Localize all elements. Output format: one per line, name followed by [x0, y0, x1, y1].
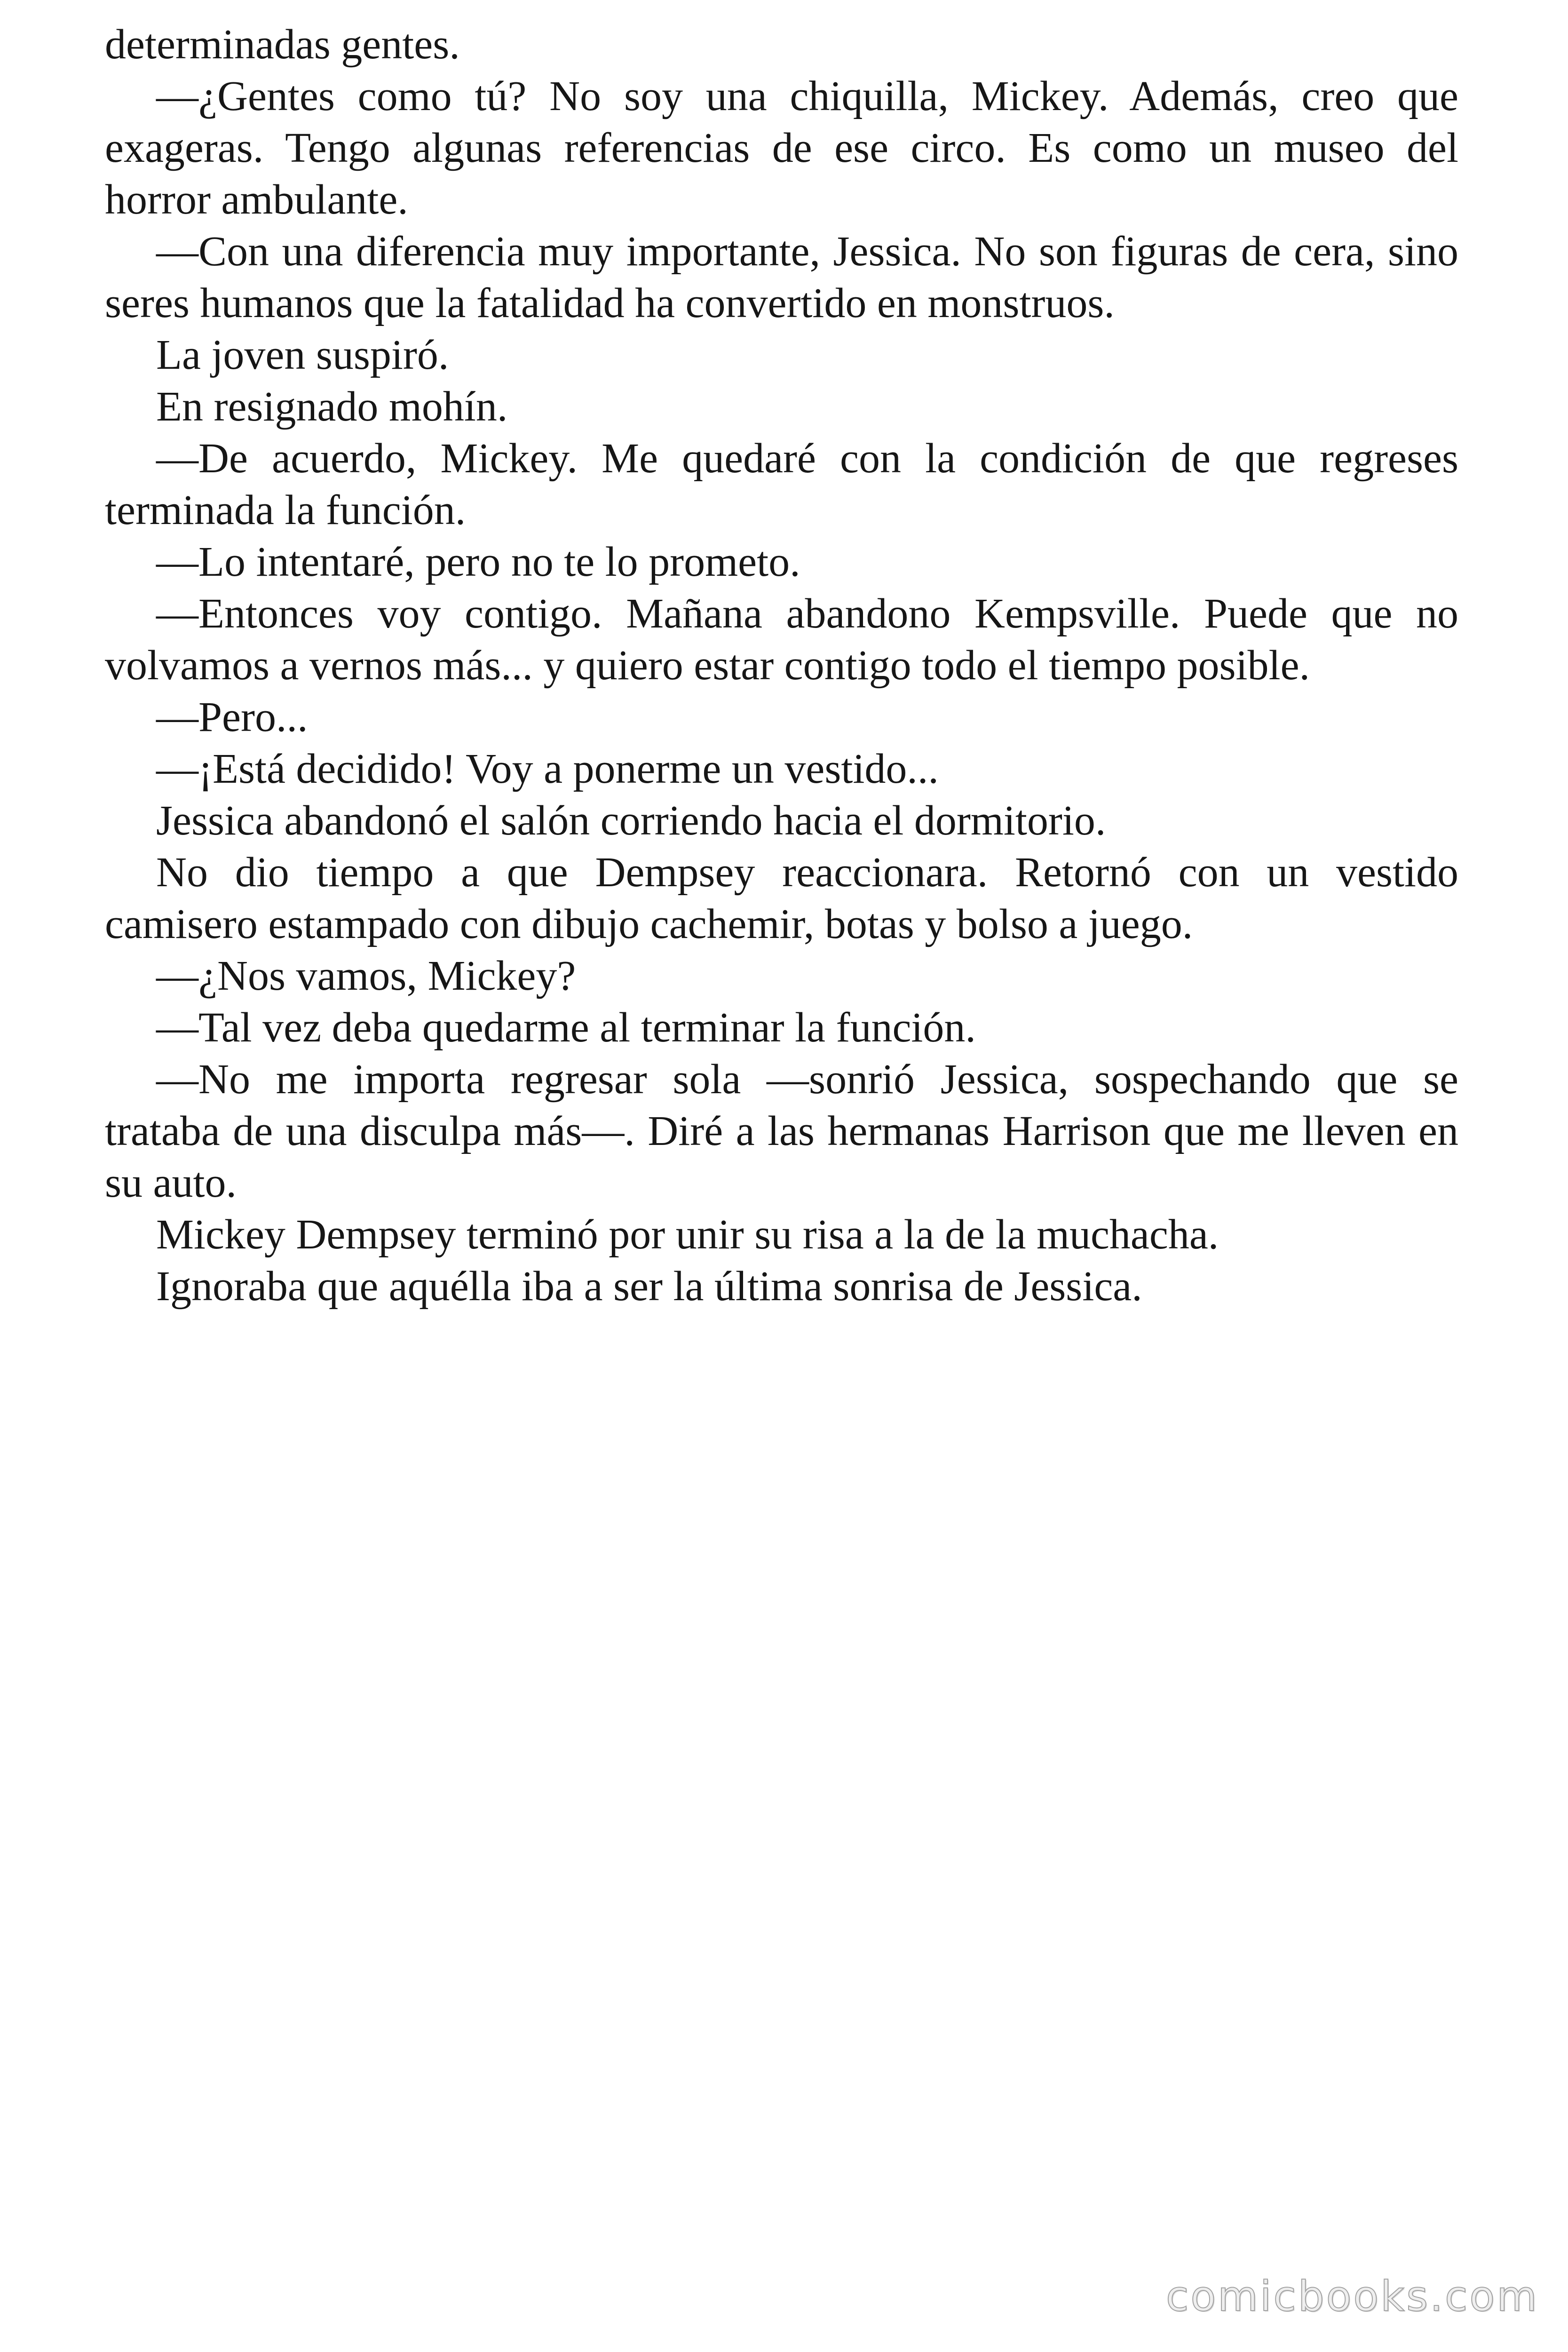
paragraph: [105, 1261, 1458, 1312]
text-line: —No me importa regresar sola —sonrió Jessica, sospechando que se: [156, 1056, 1458, 1103]
paragraph: [105, 536, 1458, 588]
text-line: Jessica abandonó el salón corriendo hacia el dormitorio.: [156, 797, 1106, 844]
text-line: —Lo intentaré, pero no te lo prometo.: [156, 539, 800, 585]
text-line: La joven suspiró.: [156, 332, 449, 378]
text-line: —Pero...: [156, 694, 308, 740]
text-line: —¡Está decidido! Voy a ponerme un vestido...: [156, 746, 939, 792]
watermark: comicbooks.com: [1165, 2272, 1539, 2320]
paragraph: [105, 1002, 1458, 1054]
paragraph: [105, 226, 1458, 329]
paragraph: [105, 1054, 1458, 1209]
text-line: —¿Gentes como tú? No soy una chiquilla, Mickey. Además, creo que: [156, 73, 1458, 119]
paragraph: [105, 433, 1458, 536]
paragraph: [105, 19, 1458, 71]
paragraph: [105, 588, 1458, 691]
text-line: —De acuerdo, Mickey. Me quedaré con la condición de que regreses: [156, 435, 1458, 482]
text-line: No dio tiempo a que Dempsey reaccionara. Retornó con un vestido: [156, 849, 1458, 896]
text-line: su auto.: [105, 1160, 237, 1206]
paragraph: [105, 71, 1458, 226]
text-line: —Con una diferencia muy importante, Jessica. No son figuras de cera, sino: [156, 228, 1458, 275]
text-line: terminada la función.: [105, 487, 466, 533]
text-line: seres humanos que la fatalidad ha convertido en monstruos.: [105, 280, 1115, 326]
text-line: horror ambulante.: [105, 176, 408, 223]
body-text: [105, 19, 1458, 1312]
paragraph: [105, 743, 1458, 795]
text-line: —Tal vez deba quedarme al terminar la función.: [156, 1004, 976, 1051]
text-line: En resignado mohín.: [156, 383, 508, 430]
text-line: —Entonces voy contigo. Mañana abandono Kempsville. Puede que no: [156, 590, 1458, 637]
text-line: Mickey Dempsey terminó por unir su risa a la de la muchacha.: [156, 1211, 1219, 1258]
text-line: volvamos a vernos más... y quiero estar contigo todo el tiempo posible.: [105, 642, 1310, 689]
text-line: exageras. Tengo algunas referencias de ese circo. Es como un museo del: [105, 125, 1458, 171]
paragraph: [105, 1209, 1458, 1261]
text-line: camisero estampado con dibujo cachemir, botas y bolso a juego.: [105, 901, 1193, 947]
text-line: trataba de una disculpa más—. Diré a las hermanas Harrison que me lleven en: [105, 1108, 1458, 1154]
paragraph: [105, 329, 1458, 381]
text-line: —¿Nos vamos, Mickey?: [156, 953, 576, 999]
text-line: determinadas gentes.: [105, 21, 460, 68]
paragraph: [105, 381, 1458, 433]
paragraph: [105, 950, 1458, 1002]
paragraph: [105, 691, 1458, 743]
paragraph: [105, 847, 1458, 950]
text-line: Ignoraba que aquélla iba a ser la última sonrisa de Jessica.: [156, 1263, 1142, 1310]
paragraph: [105, 795, 1458, 847]
